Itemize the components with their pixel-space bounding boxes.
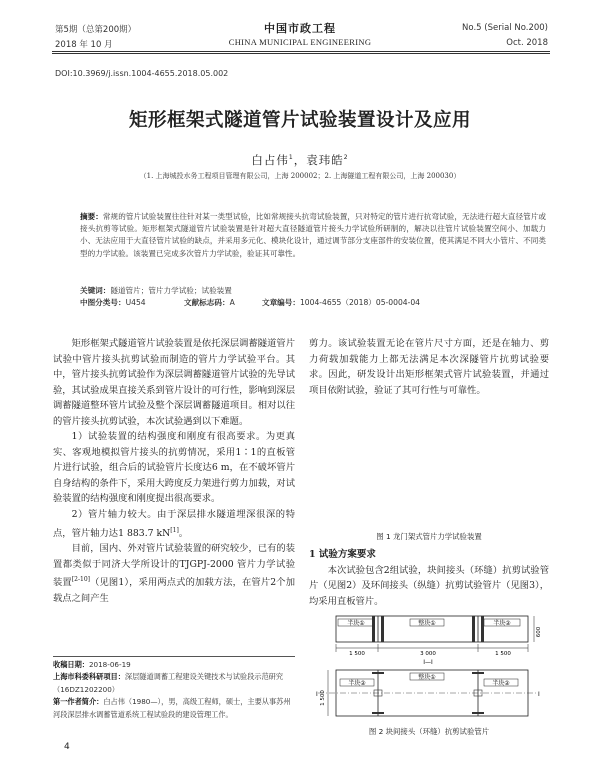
figure-2-caption: 图 2 块间接头（环缝）抗剪试验管片	[368, 727, 490, 736]
paper-title: 矩形框架式隧道管片试验装置设计及应用	[128, 110, 471, 131]
received-date: 2018-06-19	[88, 660, 131, 669]
fund-label: 上海市科委科研项目：	[53, 672, 125, 682]
clc-label: 中图分类号：	[80, 298, 126, 307]
section-1	[309, 547, 549, 609]
figure-1-caption: 图 1 龙门架式管片力学试验装置	[376, 532, 482, 541]
author-1-sup: 1	[288, 154, 294, 162]
body-right-column	[309, 336, 549, 398]
author-sep: ，	[293, 153, 307, 167]
article-no-value: 1004-4655（2018）05-0004-04	[299, 298, 421, 307]
header-issue-en: No.5 (Serial No.200)	[462, 23, 548, 33]
author-bio-label: 第一作者简介：	[53, 697, 104, 707]
header-rule-2	[52, 53, 550, 54]
page-number: 4	[64, 742, 70, 752]
clc-code	[80, 297, 146, 308]
author-1: 白占伟	[251, 153, 289, 167]
article-no-label: 文章编号：	[262, 298, 300, 307]
authors	[0, 152, 600, 168]
affiliation: （1. 上海城投水务工程项目管理有限公司，上海 200002；2. 上海隧道工程有限公司，上海 200030）	[139, 172, 461, 180]
block-label: 半块②	[348, 680, 366, 687]
footnote-rule	[53, 656, 295, 657]
citation: [2-10]	[71, 576, 90, 584]
figure-2-drawing	[312, 612, 544, 724]
received-label: 收稿日期：	[53, 660, 89, 669]
article-no	[262, 297, 420, 308]
footnotes	[53, 659, 297, 721]
body-text-span: 。	[178, 527, 189, 539]
body-paragraph: 矩形框架式隧道管片试验装置是依托深层调蓄隧道管片试验中管片接头抗剪试验而制造的管片力学试验平台。其中，管片接头抗剪试验作为深层调蓄隧道管片试验的先导试验，其试验成果直接关系到管片设计的可行性，影响到深层调蓄隧道整环管片试验及整个深层调蓄隧道项目。相对以往的管片接头抗剪试验，本次试验遇到以下难题。	[53, 338, 295, 427]
footnote-received	[53, 659, 297, 671]
section-mark-left: I	[316, 691, 318, 698]
body-text-span: 目前，国内、外对管片试验装置的研究较少，已有的装置都类似于同济大学所设计的TJGPJ-2000 管片力学试验装置	[53, 543, 295, 589]
body-paragraph	[53, 507, 295, 541]
body-left-column	[53, 336, 295, 606]
abstract-text: 常规的管片试验装置往往针对某一类型试验，比如常规接头抗弯试验装置，只对特定的管片进行抗弯试验，无法进行超大直径管片或接头抗剪等试验。矩形框架式隧道管片试验装置是针对超大直径隧道管片接头力学试验所研制的，解决以往管片试验装置空间小、加载力小、无法应用于大直径管片试验的缺点，并采用多元化、模块化设计，通过调节部分支座部件的安装位置，使其满足不同大小管片、不同类型的力学试验。该装置已完成多次管片力学试验，验证其可靠性。	[80, 212, 546, 258]
header-date-en: Oct. 2018	[506, 38, 548, 48]
block-label: 整块①	[418, 620, 436, 627]
doc-code	[184, 297, 235, 308]
body-paragraph: 1）试验装置的结构强度和刚度有很高要求。为更真实、客观地模拟管片接头的抗剪情况，采用1∶1的直板管片进行试验，组合后的试验管片长度达6 m，在不破坏管片自身结构的条件下，采用大跨度反力架进行剪力加载，对试验装置的结构强度和刚度提出很高要求。	[53, 431, 295, 505]
author-2-sup: 2	[343, 154, 349, 162]
body-paragraph: 本次试验包含2组试验，块间接头（环缝）抗剪试验管片（见图2）及环间接头（纵缝）抗剪试验管片（见图3），均采用直板管片。	[309, 564, 549, 607]
author-bio-text: 白占伟（1980—），男，高级工程师，硕士，主要从事苏州河段深层排水调蓄管道系统工程试验段的建设管理工作。	[53, 697, 291, 719]
block-label: 整块①	[418, 674, 436, 681]
doc-code-value: A	[229, 298, 235, 307]
author-2: 袁玮皓	[306, 153, 344, 167]
abstract	[80, 211, 546, 260]
dim-height: 600	[536, 626, 542, 638]
block-label: 半块②	[492, 680, 510, 687]
citation: [1]	[170, 526, 179, 534]
doi: DOI:10.3969/j.issn.1004-4655.2018.05.002	[55, 69, 229, 78]
abstract-label: 摘要：	[80, 212, 103, 221]
header-rule	[52, 51, 550, 52]
journal-title-cn: 中国市政工程	[264, 22, 336, 35]
body-text-span: 2）管片轴力较大。由于深层排水隧道埋深很深的特点，管片轴力达1 883.7 kN	[53, 509, 295, 539]
header-issue-cn: 第5期（总第200期）	[55, 25, 137, 35]
section-mark-right: I	[538, 691, 540, 698]
header-date-cn: 2018 年 10 月	[55, 40, 113, 50]
dim-mid: 3 000	[420, 651, 436, 657]
section-heading: 1 试验方案要求	[309, 549, 376, 560]
body-paragraph: 剪力。该试验装置无论在管片尺寸方面，还是在轴力、剪力荷载加载能力上都无法满足本次深隧管片抗剪试验要求。因此，研发设计出矩形框架式管片试验装置，并通过项目依附试验，验证了其可行性与可靠性。	[309, 338, 549, 396]
dim-left: 1 500	[349, 651, 365, 657]
dim-side: 1 500	[320, 690, 326, 706]
footnote-fund	[53, 671, 297, 696]
block-label: 半块②	[493, 620, 511, 627]
footnote-author	[53, 696, 297, 721]
fund-text: 深层隧道调蓄工程建设关键技术与试验段示范研究（16DZ1202200）	[53, 672, 284, 694]
keywords-text: 隧道管片；管片力学试验；试验装置	[110, 286, 232, 295]
body-text-span: （见图1），采用两点式的加载方法，在管片2个加载点之间产生	[53, 577, 295, 604]
clc-value: U454	[125, 298, 146, 307]
body-paragraph	[53, 541, 295, 606]
section-label: I—I	[423, 659, 433, 666]
keywords-label: 关键词：	[80, 286, 111, 295]
doc-code-label: 文献标志码：	[184, 298, 230, 307]
dim-right: 1 500	[495, 651, 511, 657]
journal-title-en: CHINA MUNICIPAL ENGINEERING	[228, 37, 372, 47]
keywords	[80, 285, 232, 296]
block-label: 半块①	[347, 620, 365, 627]
